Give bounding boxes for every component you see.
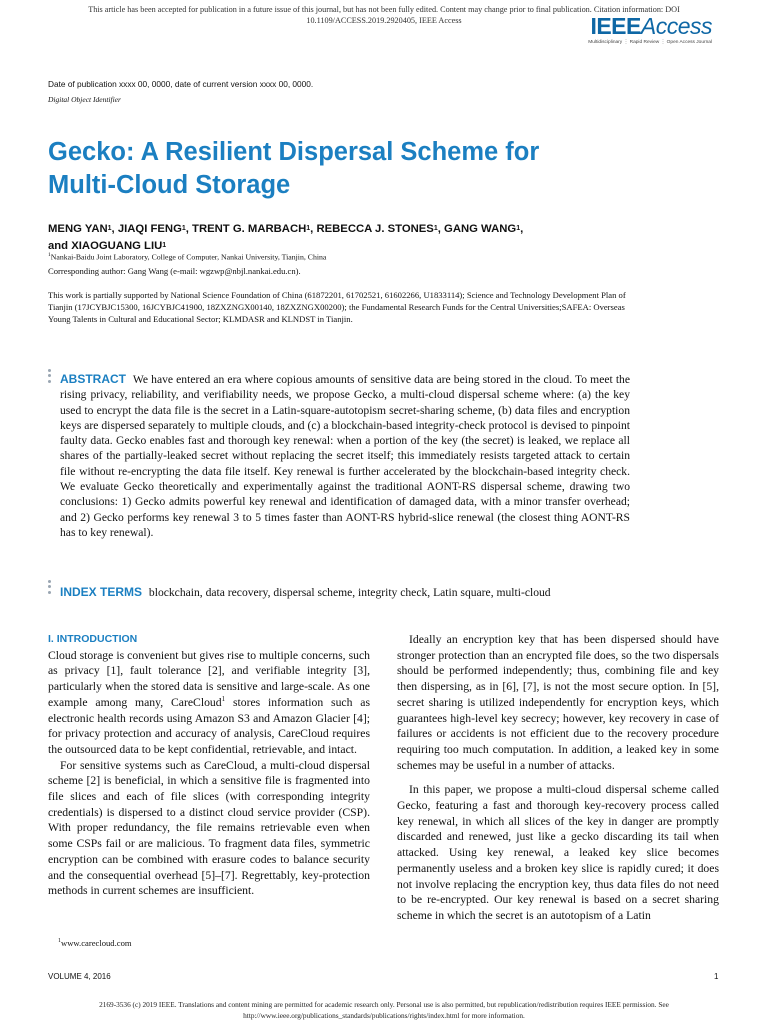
author-separator: , bbox=[310, 223, 317, 235]
section-heading-introduction: I. INTRODUCTION bbox=[48, 633, 138, 645]
title-line-2: Multi-Cloud Storage bbox=[48, 171, 291, 199]
footnote bbox=[58, 938, 132, 948]
page-number: 1 bbox=[714, 972, 719, 981]
paper-title bbox=[48, 136, 688, 202]
abstract-text: We have entered an era where copious amounts of sensitive data are being stored in the cloud. To meet the rising privacy, reliability, and verifiability needs, we propose Gecko, a multi-cloud dispersal scheme where: (a) the key used to encrypt the data file is the secret in a Latin-square-autotopism secret-sharing scheme, (b) data files and encryption keys are dispersed separately to multiple clouds, and (c) a blockchain-based integrity-check protocol is devised to pinpoint faulty data. Gecko enables fast and thorough key renewal: when a portion of the key (the secret) is leaked, we replace all shares of the partially-leaked secret without replacing the secret itself; this immediately resists targeted attack to certain file without re-encrypting the data file itself. Key renewal is further accelerated by the blockchain-based integrity check. We evaluate Gecko theoretically and experimentally against the traditional AONT-RS dispersal scheme, drawing two conclusions: 1) Gecko admits powerful key renewal and identification of damaged data, with a minor transfer overhead; and 2) Gecko performs key renewal 3 to 5 times faster than AONT-RS hybrid-slice renewal (the closest thing AONT-RS has to key renewal). bbox=[60, 373, 630, 539]
intro-paragraph-4: In this paper, we propose a multi-cloud dispersal scheme called Gecko, featuring a fast and thorough key-recovery process called key renewal, in which all slices of the key in danger are promptly discarded and renewed, just like a gecko discarding its tail when attacked. Using key renewal, a leaked key slice becomes permanently useless and a broken key slice is rapidly cured; it does not involve replacing the encryption key, thus data files do not need to be re-encrypted. Our key renewal is based on a secret sharing scheme in which the secret is an autotopism of a Latin bbox=[397, 783, 719, 922]
logo-brand: IEEE bbox=[590, 13, 641, 39]
affiliation-text: Nankai-Baidu Joint Laboratory, College of Computer, Nankai University, Tianjin, China bbox=[50, 252, 327, 262]
intro-p1-text-b: stores information such as electronic health records using Amazon S3 and Amazon Glacier [4]; for privacy protection and accuracy of analysis, CareCloud requires the outsourced data to be kept confidential, retrievable, and intact. bbox=[48, 695, 370, 756]
author-separator: , bbox=[437, 223, 445, 235]
banner-line-1: This article has been accepted for publication in a future issue of this journal, but has not been fully edited. Content may change prior to final publication. Citation information: DOI bbox=[88, 5, 680, 14]
copyright-line-1: 2169-3536 (c) 2019 IEEE. Translations and content mining are permitted for academic research only. Personal use is also permitted, but republication/redistribution requires IEEE permission. See bbox=[99, 1000, 669, 1009]
author-separator: , bbox=[185, 223, 193, 235]
publication-date: Date of publication xxxx 00, 0000, date of current version xxxx 00, 0000. bbox=[48, 79, 314, 89]
author-name: REBECCA J. STONES bbox=[316, 223, 434, 235]
intro-paragraph-1 bbox=[48, 648, 370, 758]
affiliation bbox=[48, 252, 326, 262]
author-name: JIAQI FENG bbox=[117, 223, 182, 235]
affiliation-mark: 1 bbox=[48, 252, 51, 258]
funding-note: This work is partially supported by National Science Foundation of China (61872201, 61702521, 61602266, U1833114); Science and Technology Development Plan of Tianjin (17JCYBJC15300, 16JCYBJC41900, 18ZXZNGX00140, 18ZXZNGX00200); the Fundamental Research Funds for the Central Universities;SAFEA: Overseas Young Talents in Cultural and Educational Sector; KLMDASR and KLNDST in Tianjin. bbox=[48, 290, 626, 324]
index-terms bbox=[60, 585, 700, 600]
author-affiliation-mark: 1 bbox=[306, 225, 311, 232]
index-terms-dots-icon bbox=[48, 580, 51, 596]
right-column bbox=[397, 632, 719, 924]
ieee-access-logo bbox=[588, 14, 712, 45]
author-affiliation-mark: 1 bbox=[107, 225, 112, 232]
index-terms-label: INDEX TERMS bbox=[60, 585, 143, 599]
left-column bbox=[48, 632, 370, 899]
corresponding-author: Corresponding author: Gang Wang (e-mail: wgzwp@nbjl.nankai.edu.cn). bbox=[48, 266, 301, 276]
author-name: GANG WANG bbox=[444, 223, 517, 235]
author-affiliation-mark: 1 bbox=[181, 225, 186, 232]
footnote-mark: 1 bbox=[58, 938, 61, 945]
author-separator: , bbox=[111, 223, 118, 235]
author-affiliation-mark: 1 bbox=[433, 225, 438, 232]
intro-paragraph-3: Ideally an encryption key that has been dispersed should have stronger protection than an encrypted file does, so the two dispersals should be performed independently; thus, combining file and key then dispersing, as in [6], [7], is not the most secure option. In [5], secret sharing is utilized independently for encryption keys, which guarantees high-level key secrecy; however, key recovery in case of failures or accidents is not efficient due to the recovery procedure requiring too much computation. In addition, a leaked key in some schemes may be useful in a number of attacks. bbox=[397, 633, 719, 772]
logo-product: Access bbox=[640, 13, 712, 39]
title-line-1: Gecko: A Resilient Dispersal Scheme for bbox=[48, 138, 540, 166]
author-conjunction: and bbox=[48, 240, 72, 252]
logo-tagline: Multidisciplinary ⋮ Rapid Review ⋮ Open Access Journal bbox=[588, 40, 712, 45]
banner-line-2: 10.1109/ACCESS.2019.2920405, IEEE Access bbox=[306, 16, 462, 25]
footnote-text: www.carecloud.com bbox=[61, 938, 132, 948]
author-list bbox=[48, 221, 728, 255]
abstract bbox=[60, 372, 630, 540]
volume-label: VOLUME 4, 2016 bbox=[48, 972, 111, 981]
index-terms-text: blockchain, data recovery, dispersal scheme, integrity check, Latin square, multi-cloud bbox=[148, 586, 551, 599]
abstract-label: ABSTRACT bbox=[60, 372, 126, 386]
footnote-ref: 1 bbox=[221, 694, 226, 703]
intro-paragraph-2: For sensitive systems such as CareCloud, a multi-cloud dispersal scheme [2] is beneficial, in which a sensitive file is fragmented into file slices and each of file slices (with corresponding integrity credentials) is dispersed to a distinct cloud service provider (CSP). With proper redundancy, the file remains retrievable even when some CSPs fail or are malicious. To fragment data files, symmetric encryption can be combined with erasure codes to balance security and the consequential overhead [5]–[7]. Regrettably, key-protection methods in current schemes are insufficient. bbox=[48, 758, 370, 898]
author-name: XIAOGUANG LIU bbox=[71, 240, 163, 252]
doi-label: Digital Object Identifier bbox=[48, 95, 121, 104]
abstract-dots-icon bbox=[48, 369, 51, 385]
author-name: TRENT G. MARBACH bbox=[192, 223, 307, 235]
intro-p1-text-a: Cloud storage is convenient but gives rise to multiple concerns, such as privacy [1], fault tolerance [2], and verifiable integrity [3], particularly when the stored data is sensitive and large-scale. As one example among many, CareCloud bbox=[48, 648, 370, 709]
author-affiliation-mark: 1 bbox=[516, 225, 521, 232]
author-affiliation-mark: 1 bbox=[162, 242, 167, 249]
copyright-line-2: http://www.ieee.org/publications_standards/publications/rights/index.html for more information. bbox=[243, 1010, 525, 1020]
author-name: MENG YAN bbox=[48, 223, 108, 235]
copyright-notice bbox=[0, 1000, 768, 1021]
author-separator: , bbox=[520, 223, 524, 235]
